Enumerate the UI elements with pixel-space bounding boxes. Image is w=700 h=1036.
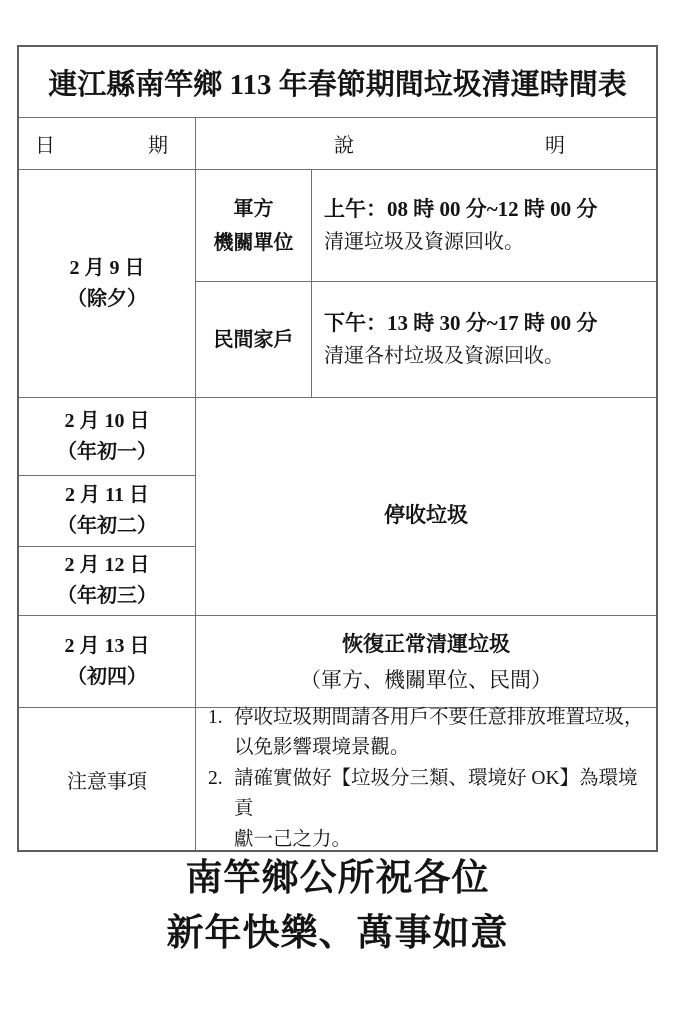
military-desc: 清運垃圾及資源回收。 [324, 230, 524, 253]
date-feb10-line1: 2 月 10 日 [64, 409, 150, 432]
date-cell-feb11 [19, 475, 195, 546]
footer-greeting-line1: 南竿鄉公所祝各位 [185, 858, 490, 899]
date-feb10-line2: （年初一） [57, 440, 157, 463]
row-feb13 [19, 615, 656, 707]
resume-notice-detail: （軍方、機關單位、民間） [300, 667, 552, 692]
military-desc-cell [312, 170, 656, 281]
date-cell-feb10 [19, 398, 195, 475]
table-header-row [19, 117, 656, 169]
date-feb13-line2: （初四） [67, 665, 147, 688]
header-description-cell [196, 118, 656, 169]
note-1-line1: 停收垃圾期間請各用戶不要任意排放堆置垃圾， [234, 706, 644, 728]
household-label: 民間家戶 [213, 328, 294, 351]
household-desc: 清運各村垃圾及資源回收。 [324, 344, 564, 367]
date-feb11-line1: 2 月 11 日 [65, 484, 149, 506]
subrow-military [196, 170, 656, 281]
note-item-2 [208, 764, 650, 856]
note-item-1 [208, 703, 650, 764]
note-2-line2: 獻一己之力。 [234, 828, 352, 850]
page-title: 連江縣南竿鄉 113 年春節期間垃圾清運時間表 [48, 68, 627, 101]
header-date-char-1: 日 [35, 135, 55, 157]
date-feb9-line1: 2 月 9 日 [69, 256, 145, 279]
date-feb11-line2: （年初二） [57, 515, 157, 537]
household-label-cell [196, 282, 312, 397]
note-1-body [234, 703, 650, 764]
note-1-number: 1. [208, 706, 223, 728]
rows-feb10-12 [19, 397, 656, 615]
row-notes [19, 707, 656, 850]
subrow-household [196, 281, 656, 397]
military-label-cell [196, 170, 312, 281]
note-2-body [234, 764, 650, 856]
date-feb12-line1: 2 月 12 日 [64, 554, 150, 576]
row-feb9 [19, 169, 656, 397]
date-feb9-line2: （除夕） [67, 287, 147, 310]
date-cell-feb13 [19, 616, 196, 707]
household-time: 下午：13 時 30 分~17 時 00 分 [324, 310, 598, 335]
feb13-desc-cell [196, 616, 656, 707]
header-desc-char-1: 說 [334, 135, 354, 157]
military-time: 上午：08 時 00 分~12 時 00 分 [324, 196, 598, 221]
header-date-char-2: 期 [148, 135, 168, 157]
feb9-detail-area [196, 170, 656, 397]
date-cell-feb12 [19, 546, 195, 615]
note-2-line1: 請確實做好【垃圾分三類、環境好 OK】為環境貢 [234, 767, 638, 820]
resume-notice: 恢復正常清運垃圾 [342, 631, 510, 656]
notes-content-cell [196, 708, 656, 850]
date-feb12-line2: （年初三） [57, 585, 157, 607]
header-desc-char-2: 明 [545, 135, 565, 157]
note-1-line2: 以免影響環境景觀。 [234, 737, 410, 759]
table-title-row [19, 47, 656, 117]
notes-label-cell: 注意事項 [19, 708, 196, 850]
footer-greeting [17, 851, 658, 961]
military-label-line1: 軍方 [233, 197, 274, 220]
footer-greeting-line2: 新年快樂、萬事如意 [166, 913, 509, 954]
date-feb13-line1: 2 月 13 日 [64, 634, 150, 657]
date-stack [19, 398, 196, 615]
stop-collection-cell: 停收垃圾 [384, 502, 468, 527]
military-label-line2: 機關單位 [213, 231, 294, 254]
note-2-number: 2. [208, 767, 223, 789]
header-date-cell [19, 118, 196, 169]
schedule-table [17, 45, 658, 852]
household-desc-cell [312, 282, 656, 397]
date-cell-feb9 [19, 170, 196, 397]
